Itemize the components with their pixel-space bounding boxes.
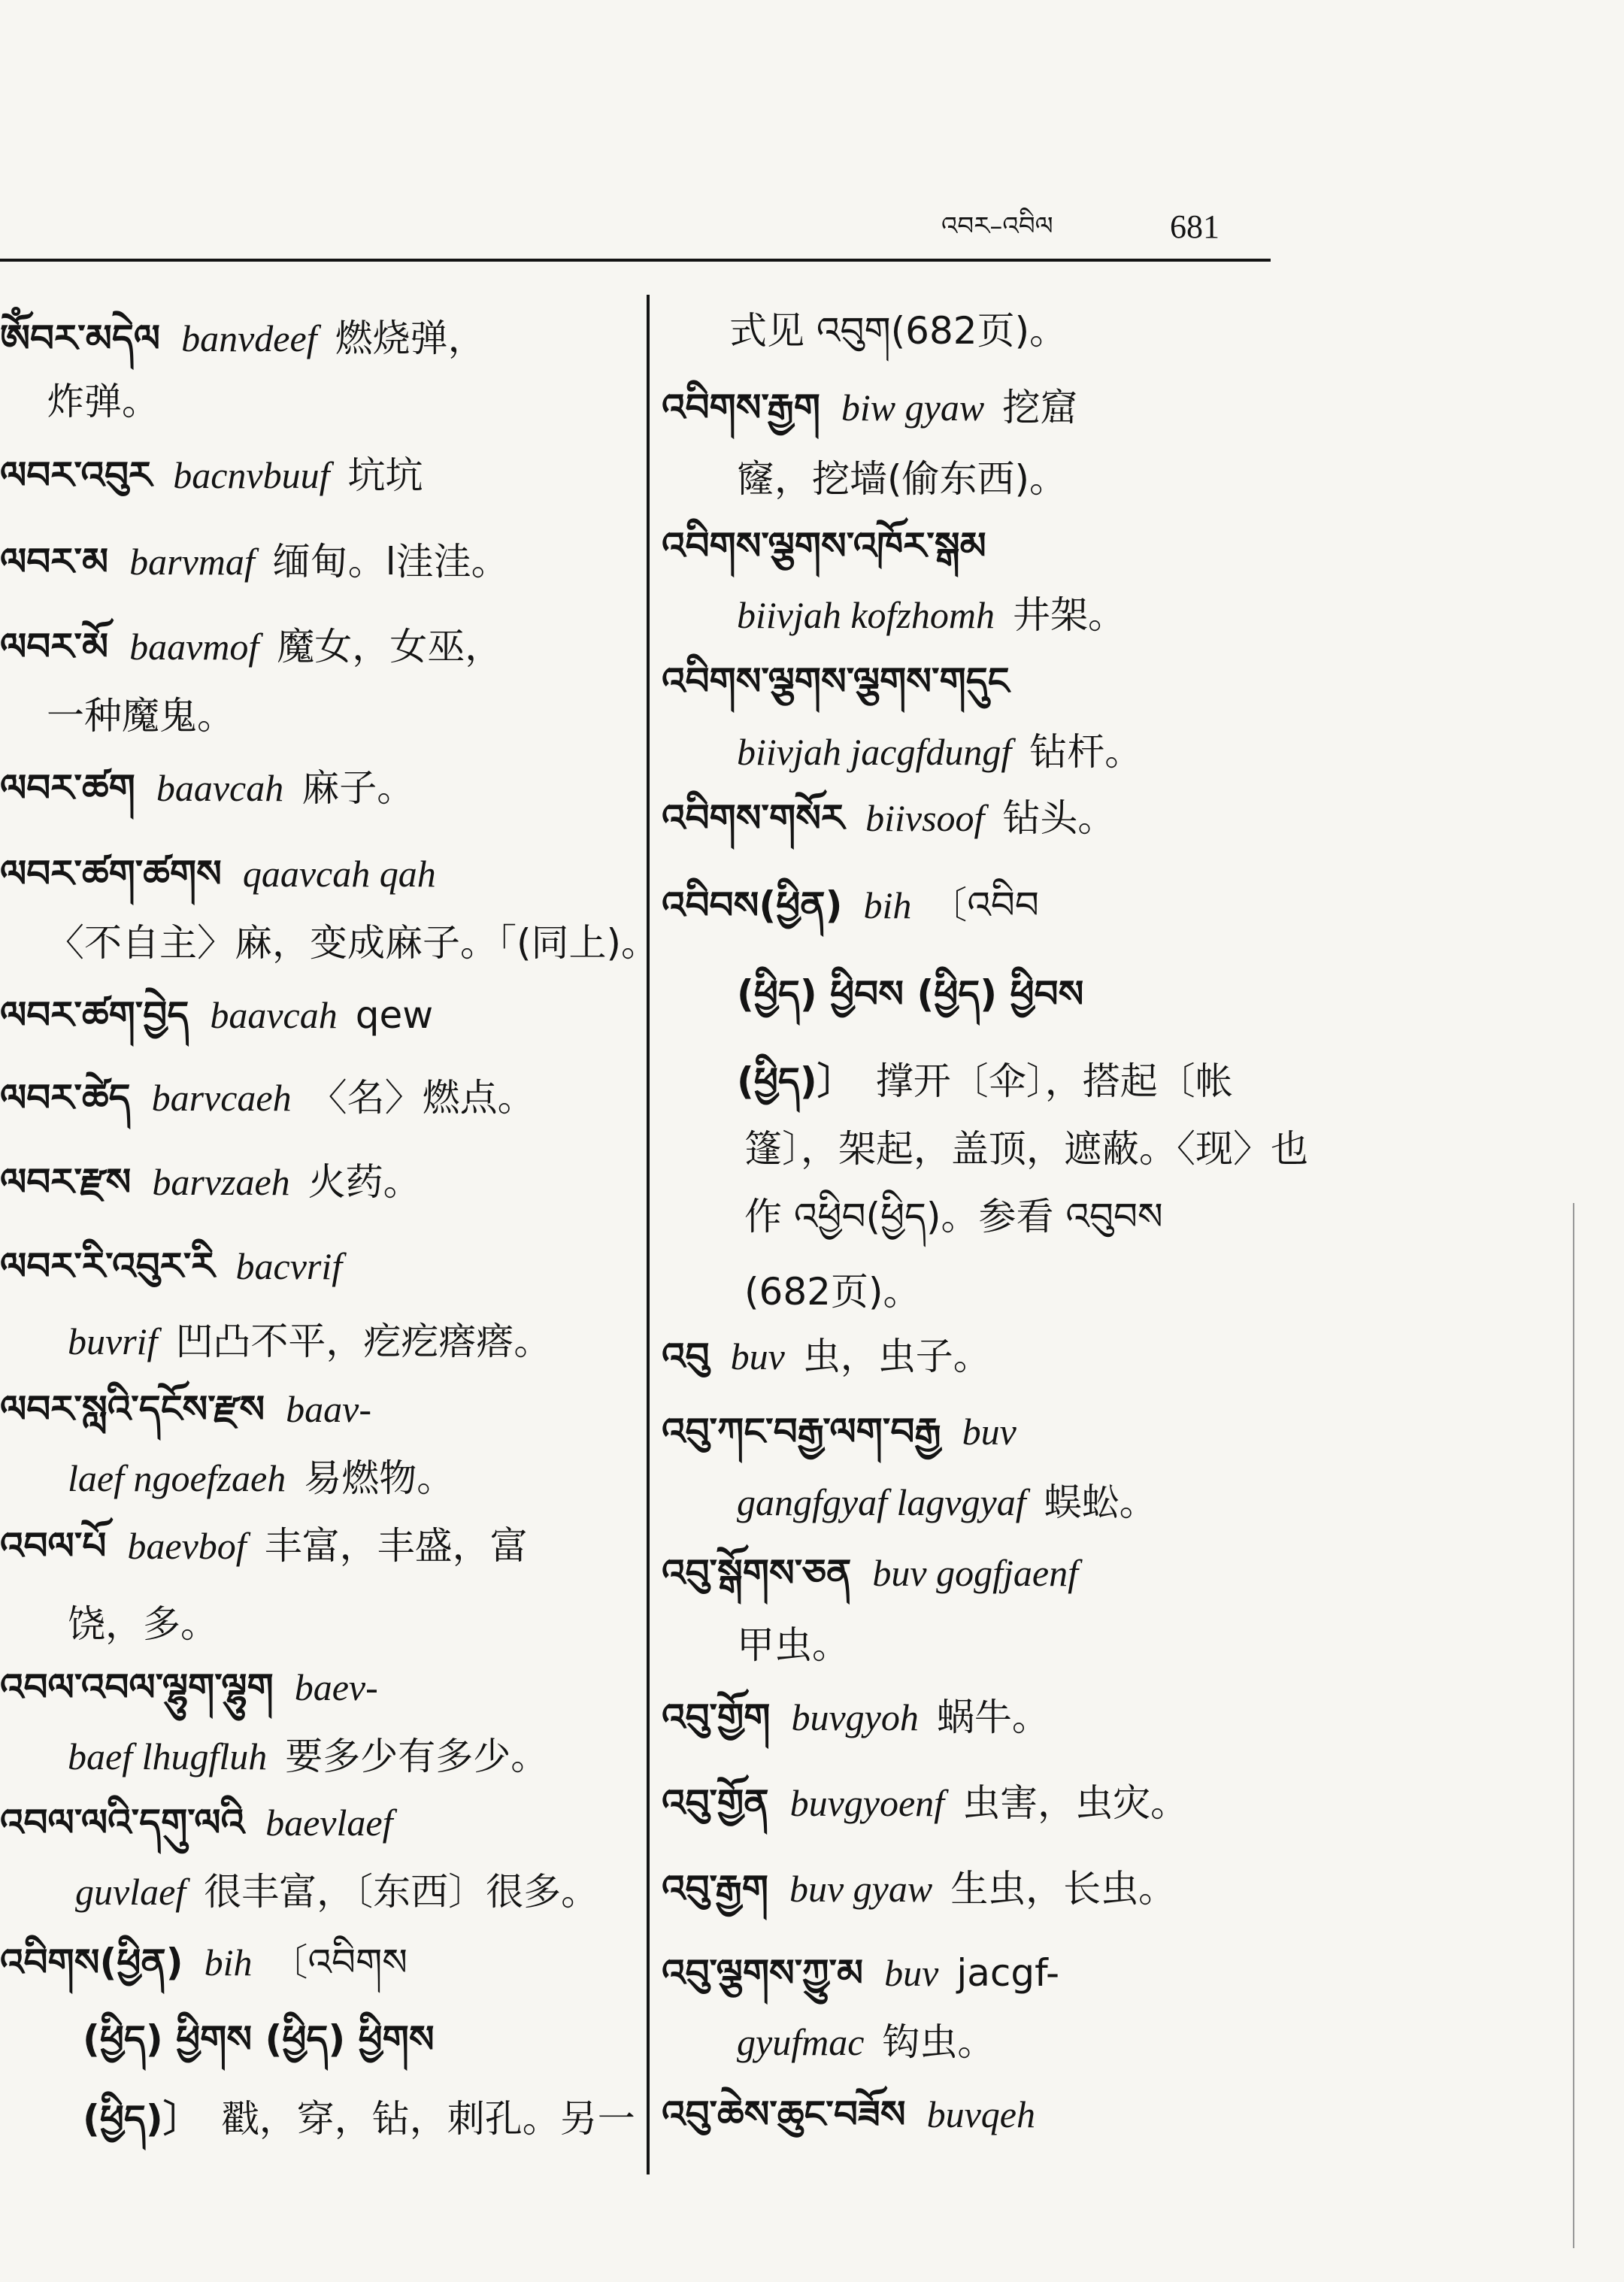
tibetan-headword: ལབར་ཚག་ཚགས	[0, 852, 222, 896]
entry-line	[662, 1949, 1059, 1997]
entry-line	[662, 794, 1115, 842]
tibetan-headword: འབལ་འབལ་ལྷུག་ལྷུག	[0, 1665, 274, 1709]
entry-line	[737, 1478, 1157, 1526]
tibetan-headword: འབིགས(ཕྱིན)	[0, 1941, 183, 1984]
chinese-gloss: 钻头。	[1002, 796, 1116, 840]
entry-line	[0, 451, 423, 499]
romanization: buvgyoh	[791, 1696, 919, 1738]
romanization: guvlaef	[75, 1871, 186, 1913]
romanization: buv	[884, 1952, 939, 1994]
chinese-gloss: 〔འབིགས	[270, 1941, 408, 1984]
entry-line	[744, 1193, 1163, 1241]
right-edge-rule	[1573, 1203, 1574, 2248]
romanization: buv gogfjaenf	[872, 1552, 1078, 1594]
chinese-gloss: 虫害，虫灾。	[962, 1781, 1189, 1825]
entry-line	[47, 692, 235, 740]
chinese-gloss: 蜈蚣。	[1044, 1480, 1157, 1524]
romanization: gangfgyaf lagvgyaf	[737, 1481, 1026, 1523]
entry-line	[0, 1158, 421, 1206]
chinese-gloss: 钩虫。	[882, 2020, 995, 2064]
entry-line	[729, 307, 1067, 355]
romanization: barvzaeh	[152, 1161, 290, 1203]
tibetan-headword: འབིགས་ལྕགས་ལྕགས་གདུང	[662, 659, 1010, 703]
tibetan-headword: འབུ་གྱོག	[662, 1696, 771, 1739]
romanization: banvdeef	[181, 317, 317, 359]
tibetan-headword: འབིགས་གསོར	[662, 796, 845, 840]
chinese-gloss: 井架。	[1013, 593, 1126, 637]
chinese-gloss: 〈名〉燃点。	[309, 1076, 535, 1120]
tibetan-headword: ལབར་སླའི་དངོས་རྫས	[0, 1387, 265, 1431]
tibetan-headword: འབིགས་རྒྱག	[662, 386, 820, 429]
tibetan-headword: འབུ་རྒྱག	[662, 1867, 768, 1911]
chinese-gloss: 〈不自主〉麻，变成麻子。「(同上)。	[47, 921, 659, 965]
romanization: baavcah	[210, 994, 338, 1036]
entry-line	[662, 1693, 1050, 1741]
chinese-gloss: 生虫，长虫。	[950, 1867, 1177, 1911]
tibetan-headword: འབུ་ཆེས་ཆུང་བཟོས	[662, 2093, 906, 2136]
entry-line	[662, 383, 1077, 432]
chinese-gloss: (682页)。	[744, 1270, 921, 1314]
entry-line	[0, 1385, 389, 1433]
chinese-gloss: 甲虫。	[737, 1623, 850, 1667]
tibetan-headword: ལབར་ཚེད	[0, 1076, 131, 1120]
romanization: baavmof	[129, 626, 259, 668]
romanization: baevbof	[127, 1525, 247, 1567]
entry-line	[83, 2095, 635, 2143]
tibetan-headword: འབིགས་ལྕགས་འཁོར་སྒམ	[662, 524, 986, 568]
entry-line	[737, 2018, 995, 2066]
romanization: buvgyoenf	[789, 1782, 945, 1824]
entry-line	[737, 1057, 1233, 1105]
chinese-gloss: 缅甸。l洼洼。	[272, 540, 509, 583]
tibetan-headword: ལབར་ཚག	[0, 766, 135, 810]
entry-line	[0, 538, 509, 586]
chinese-gloss: 麻子。	[301, 766, 415, 810]
romanization: buv gyaw	[789, 1868, 933, 1910]
entry-line	[662, 1408, 1035, 1456]
column-divider	[647, 295, 650, 2174]
romanization: baev-	[294, 1666, 378, 1708]
tibetan-headword: འབུ་ལྕགས་ཀྱུ་མ	[662, 1951, 864, 1995]
tibetan-headword: (ཕྱིད) ཕྱིགས (ཕྱིད) ཕྱིགས	[83, 2017, 435, 2061]
entry-line	[662, 1779, 1188, 1827]
running-head-range: འབར–འབིལ	[941, 211, 1053, 241]
tibetan-headword: འབུ	[662, 1335, 710, 1378]
romanization: baavcah	[156, 767, 284, 809]
tibetan-headword: ལབར་འབུར	[0, 453, 153, 497]
tibetan-headword: ༀབར་མདེལ	[0, 317, 161, 360]
chinese-gloss: 凹凸不平，疙疙瘩瘩。	[175, 1320, 552, 1363]
chinese-gloss: 很丰富，〔东西〕很多。	[204, 1870, 599, 1914]
page-number: 681	[1170, 208, 1220, 245]
chinese-gloss: 式见 འབུག(682页)。	[729, 309, 1068, 353]
chinese-gloss: jacgf-	[956, 1951, 1059, 1995]
romanization: baef lhugfluh	[68, 1735, 268, 1777]
entry-line	[662, 522, 1007, 570]
chinese-gloss: 易燃物。	[304, 1456, 455, 1500]
chinese-gloss: 蜗牛。	[936, 1696, 1050, 1739]
entry-line	[0, 850, 454, 898]
entry-line	[0, 1799, 411, 1847]
chinese-gloss: 戳，穿，钻，刺孔。另一	[221, 2097, 635, 2141]
entry-line	[0, 1242, 360, 1290]
entry-line	[68, 1732, 548, 1780]
tibetan-headword: ལབར་མ	[0, 540, 109, 583]
chinese-gloss: 钻杆。	[1029, 730, 1143, 774]
entry-line	[75, 1868, 598, 1916]
entry-line	[737, 970, 1104, 1018]
entry-line	[68, 1317, 551, 1365]
entry-line	[737, 1621, 850, 1669]
romanization: buvqeh	[926, 2093, 1035, 2135]
tibetan-headword: འབལ་པོ	[0, 1524, 107, 1568]
entry-line	[47, 377, 159, 426]
romanization: biivjah kofzhomh	[737, 594, 995, 636]
chinese-gloss: 一种魔鬼。	[47, 694, 235, 738]
entry-line	[662, 1549, 1096, 1597]
romanization: barvmaf	[129, 541, 255, 583]
chinese-gloss: 饶，多。	[68, 1602, 218, 1646]
entry-line	[737, 728, 1142, 776]
romanization: buv	[730, 1335, 785, 1377]
tibetan-headword: འབིབས(ཕྱིན)	[662, 883, 843, 927]
entry-line	[662, 1865, 1176, 1913]
chinese-gloss: 坑坑	[347, 453, 423, 497]
romanization: bacnvbuuf	[173, 454, 330, 496]
entry-line	[0, 1074, 535, 1122]
entry-line	[0, 623, 502, 671]
tibetan-headword: ལབར་ཚག་བྱེད	[0, 993, 189, 1037]
chinese-gloss: 窿，挖墙(偷东西)。	[737, 457, 1068, 501]
tibetan-headword: འབུ་གྱོན	[662, 1781, 769, 1825]
entry-line	[0, 1522, 528, 1570]
entry-line	[744, 1268, 920, 1316]
header-rule	[0, 259, 1271, 262]
entry-line	[0, 991, 433, 1039]
romanization: laef ngoefzaeh	[68, 1457, 286, 1499]
romanization: baevlaef	[265, 1802, 393, 1844]
romanization: baav-	[286, 1388, 371, 1430]
chinese-gloss: 魔女，女巫，	[277, 625, 503, 668]
chinese-gloss: qew	[355, 993, 434, 1037]
chinese-gloss: 燃烧弹，	[335, 317, 486, 360]
romanization: biw gyaw	[841, 386, 985, 429]
entry-line	[662, 881, 1039, 929]
romanization: qaavcah qah	[242, 853, 436, 895]
romanization: gyufmac	[737, 2021, 865, 2063]
tibetan-headword: (ཕྱིད)〕	[83, 2097, 201, 2141]
entry-line	[737, 591, 1126, 639]
entry-line	[83, 2015, 456, 2063]
romanization: bih	[204, 1941, 253, 1983]
chinese-gloss: 作 འཕྱིབ(ཕྱིད)。参看 འབུབས	[744, 1195, 1163, 1238]
chinese-gloss: 丰富，丰盛，富	[264, 1524, 528, 1568]
tibetan-headword: (ཕྱིད)〕	[737, 1059, 855, 1103]
chinese-gloss: 火药。	[308, 1160, 421, 1204]
entry-line	[0, 1938, 408, 1987]
chinese-gloss: 要多少有多少。	[285, 1735, 549, 1778]
romanization: buvrif	[68, 1320, 158, 1362]
romanization: bacvrif	[235, 1245, 343, 1287]
entry-line	[0, 1663, 396, 1711]
chinese-gloss: 虫，虫子。	[802, 1335, 991, 1378]
chinese-gloss: 篷〕，架起，盖顶，遮蔽。〈现〉也	[744, 1127, 1308, 1171]
tibetan-headword: ལབར་མོ	[0, 625, 109, 668]
tibetan-headword: འབལ་ལའི་དགུ་ལའི	[0, 1801, 245, 1844]
romanization: buv	[962, 1411, 1017, 1453]
entry-line	[744, 1125, 1308, 1173]
chinese-gloss: 挖窟	[1002, 386, 1078, 429]
chinese-gloss: 炸弹。	[47, 380, 159, 423]
entry-line	[68, 1454, 454, 1502]
romanization: biivsoof	[865, 797, 985, 839]
romanization: biivjah jacgfdungf	[737, 731, 1012, 773]
entry-line	[662, 1332, 991, 1380]
entry-line	[0, 314, 486, 362]
entry-line	[662, 657, 1031, 705]
tibetan-headword: འབུ་སྒོགས་ཅན	[662, 1551, 852, 1595]
entry-line	[662, 2090, 1053, 2138]
chinese-gloss: 撑开〔伞〕，搭起〔帐	[875, 1059, 1233, 1103]
tibetan-headword: འབུ་ཀང་བརྒྱ་ལག་བརྒྱ	[662, 1410, 941, 1453]
romanization: barvcaeh	[151, 1077, 292, 1119]
tibetan-headword: ལབར་རྫས	[0, 1160, 132, 1204]
entry-line	[68, 1600, 218, 1648]
chinese-gloss: 〔འབིབ	[929, 883, 1039, 927]
romanization: bih	[863, 884, 912, 926]
entry-line	[0, 764, 414, 812]
tibetan-headword: (ཕྱིད) ཕྱིབས (ཕྱིད) ཕྱིབས	[737, 972, 1084, 1016]
tibetan-headword: ལབར་རི་འབུར་རི	[0, 1244, 215, 1288]
entry-line	[47, 919, 659, 967]
entry-line	[737, 455, 1067, 503]
